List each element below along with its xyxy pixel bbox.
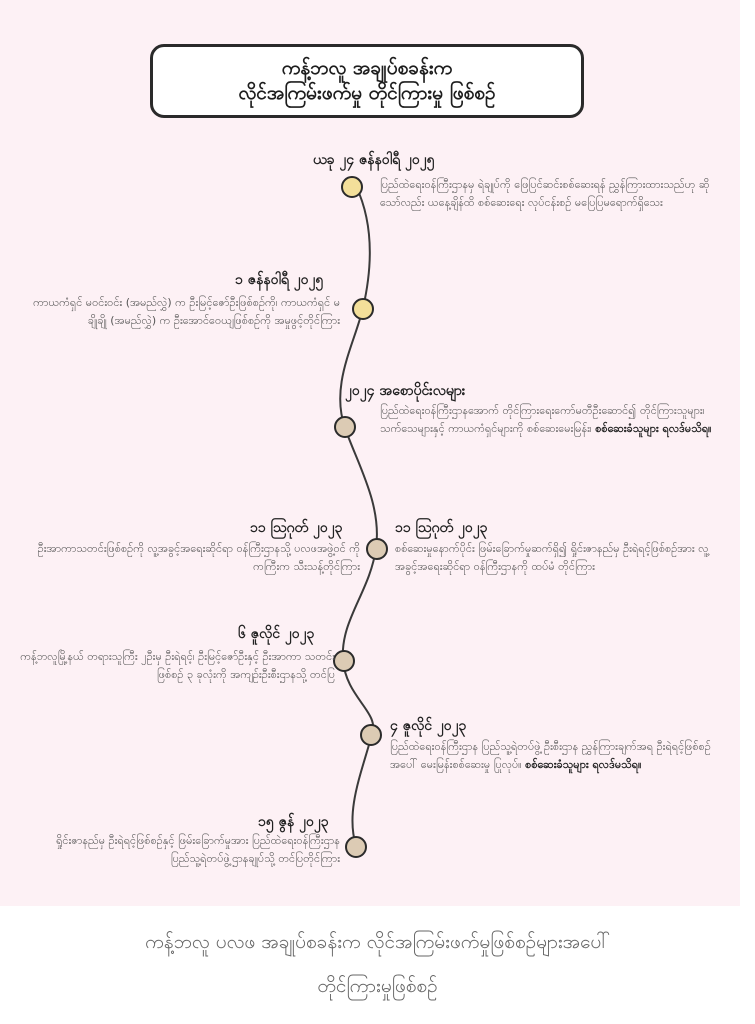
timeline-dot-3 bbox=[334, 416, 356, 438]
title-line-1: ကန့်ဘလူ အချုပ်စခန်းက bbox=[281, 57, 453, 79]
event-2-text bbox=[30, 294, 340, 330]
event-6-desc: ကန့်ဘလူမြို့နယ် တရားသူကြီး ၂ဦးမှ ဦးရဲရင့်၊ ဦးမြင့်ဇော်ဦးနှင့် ဦးအာကာ သတင်းဖြစ်စဉ် ၃ ခုလုံးကို အကျဉ်းဦးစီးဌာနသို့ တင်ပြ bbox=[20, 650, 335, 681]
title-line-2: လိုင်အကြမ်းဖက်မှု တိုင်ကြားမှု ဖြစ်စဉ် bbox=[238, 82, 496, 104]
event-7-text bbox=[390, 738, 730, 774]
event-4-text bbox=[30, 540, 360, 576]
event-1-date: ယခု ၂၄ ဇန်နဝါရီ ၂၀၂၅ bbox=[313, 152, 435, 168]
timeline-dot-2 bbox=[352, 298, 374, 320]
event-4-date: ၁၁ ဩဂုတ် ၂၀၂၃ bbox=[250, 520, 343, 536]
caption-line-2: တိုင်ကြားမှုဖြစ်စဉ် bbox=[317, 975, 438, 997]
event-5-desc: စစ်ဆေးမှုနောက်ပိုင်း ဖြမ်းခြောက်မှုဆက်ရှိ၍ ရှိုင်းဇာနည်မှ ဦးရဲရင့်ဖြစ်စဉ်အား လူ့အခွင့်အရေးဆိုင်ရာ ဝန်ကြီးဌာနကို ထပ်မံ တိုင်ကြား bbox=[395, 542, 709, 573]
caption-line-1: ကန့်ဘလူ ပလဖ အချုပ်စခန်းက လိုင်အကြမ်းဖက်မှုဖြစ်စဉ်များအပေါ် bbox=[145, 931, 610, 953]
event-6-date: ၆ ဇူလိုင် ၂၀၂၃ bbox=[238, 626, 315, 642]
timeline-dot-4 bbox=[366, 538, 388, 560]
timeline-dot-1 bbox=[341, 176, 363, 198]
event-8-desc: ရှိုင်းဇာနည်မှ ဦးရဲရင့်ဖြစ်စဉ်နှင့် ဖြမ်းခြောက်မှုအား ပြည်ထဲရေးဝန်ကြီးဌာန ပြည်သူ့ရဲတပ်ဖွဲ့ဌာနချုပ်သို့ တင်ပြတိုင်ကြား bbox=[56, 834, 340, 865]
event-7-date: ၄ ဇူလိုင် ၂၀၂၃ bbox=[390, 718, 467, 734]
event-2-desc: ကာယကံရှင် မဝင်းဝင်း (အမည်လွှဲ) က ဦးမြင့်ဇော်ဦးဖြစ်စဉ်ကို၊ ကာယကံရှင် မချိုချို (အမည်လွှဲ) က ဦးအောင်ဝေယျဖြစ်စဉ်ကို အမှုဖွင့်တိုင်ကြား bbox=[33, 296, 340, 327]
event-8-date: ၁၅ ဇွန် ၂၀၂၃ bbox=[258, 814, 329, 830]
event-3-text bbox=[380, 402, 725, 438]
event-8-text bbox=[30, 832, 340, 868]
timeline-dot-8 bbox=[345, 836, 367, 858]
event-3-note: စစ်ဆေးခံသူများ ရလဒ်မသိရ။ bbox=[595, 422, 712, 435]
event-7-note: စစ်ဆေးခံသူများ ရလဒ်မသိရ။ bbox=[525, 758, 642, 771]
event-3-desc: ပြည်ထဲရေးဝန်ကြီးဌာနအောက် တိုင်ကြားရေးကော်မတီဦးဆောင်၍ တိုင်ကြားသူများ၊ သက်သေများနှင့် ကာယကံရှင်များကို စစ်ဆေးမေးမြန်း၊ bbox=[380, 404, 705, 435]
event-7-desc: ပြည်ထဲရေးဝန်ကြီးဌာန ပြည်သူ့ရဲတပ်ဖွဲ့ ဦးစီးဌာန ညွှန်ကြားချက်အရ ဦးရဲရင့်ဖြစ်စဉ်အပေါ် မေးမြန်းစစ်ဆေးမှု ပြုလုပ်။ bbox=[390, 740, 711, 771]
event-6-text bbox=[20, 648, 335, 684]
event-4-desc: ဦးအာကာသတင်းဖြစ်စဉ်ကို လူ့အခွင့်အရေးဆိုင်ရာ ဝန်ကြီးဌာနသို့ ပလဖအဖွဲ့ဝင် ကိုကကြီးက သီးသန့်တိုင်ကြား bbox=[37, 542, 360, 573]
timeline-dot-7 bbox=[360, 724, 382, 746]
event-5-text bbox=[395, 540, 730, 576]
timeline-curve bbox=[340, 186, 377, 846]
event-1-desc: ပြည်ထဲရေးဝန်ကြီးဌာနမှ ရဲချုပ်ကို ဖြေပြင်ဆင်းစစ်ဆေးရန် ညွှန်ကြားထားသည်ဟု ဆိုသော်လည်း ယနေ့ချိန်ထိ စစ်ဆေးရေး လုပ်ငန်းစဉ် မပြေပြမရောက်ရှိသေး bbox=[380, 178, 710, 209]
event-1-text bbox=[380, 176, 725, 212]
event-2-date: ၁ ဇန်နဝါရီ ၂၀၂၅ bbox=[235, 272, 324, 288]
figure-caption bbox=[0, 920, 755, 1008]
event-5-date: ၁၁ ဩဂုတ် ၂၀၂၃ bbox=[395, 520, 488, 536]
timeline-dot-6 bbox=[333, 650, 355, 672]
event-3-date: ၂၀၂၄ အစောပိုင်းလများ bbox=[345, 383, 466, 399]
